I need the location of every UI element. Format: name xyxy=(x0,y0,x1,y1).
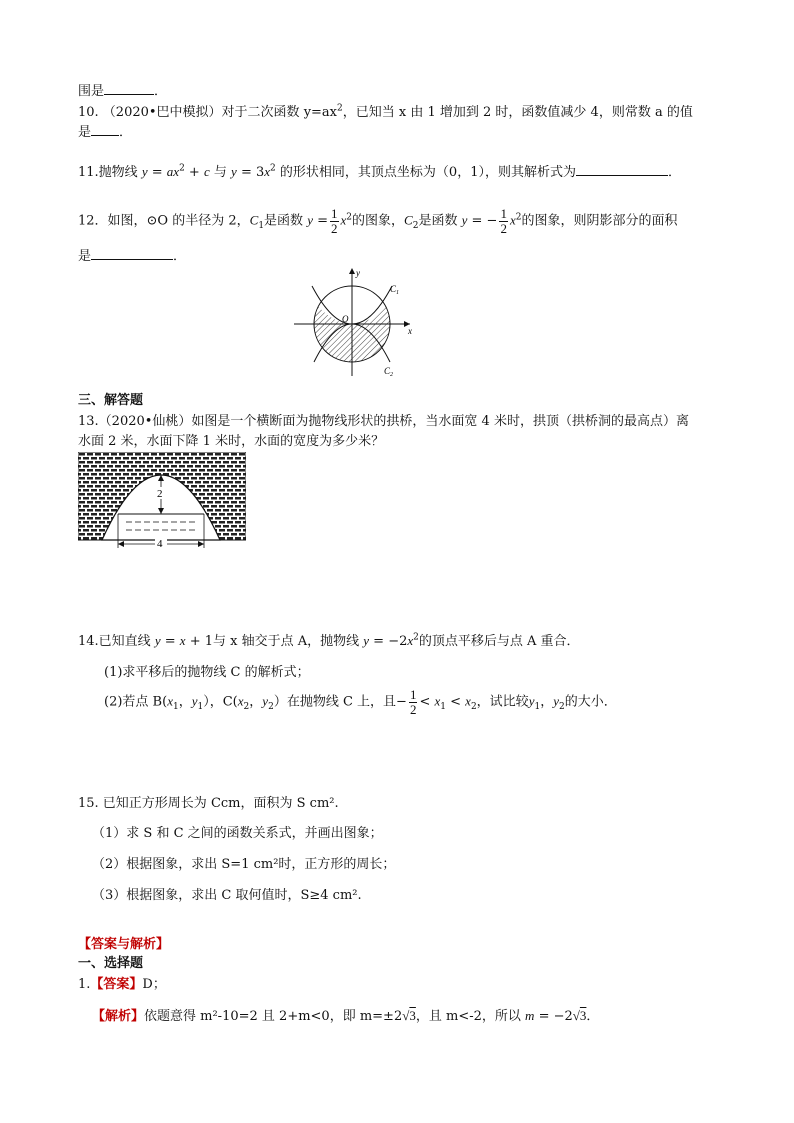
answer-blank xyxy=(91,247,173,260)
q14-text-g: ，试比较 xyxy=(476,694,529,710)
q14-text-a: 14.已知直线 xyxy=(78,634,151,649)
q11-text-b: 与 xyxy=(213,165,227,180)
q10-text-b: ，已知当 x 由 1 增加到 2 时，函数值减少 4，则常数 a 的值 xyxy=(342,105,693,120)
explanation-1: 【解析】依题意得 m²-10=2 且 2+m<0，即 m=±2√3，且 m<-2，所以 m = −2√3． xyxy=(92,1008,600,1024)
q14-part2: (2)若点 $B(x_1$，$y_1$），$C(x_2$，$y_2$）在抛物线 C 上，且− $\frac{1}{2}$ < $x_1 < x_2$，试比较$y_1$，$y_2$的大小． xyxy=(104,687,617,717)
q11: 11.抛物线 $y = ax^2 + c$ 与 $y = 3x^2$ 的形状相同，其顶点坐标为（0，1），则其解析式为 ． xyxy=(78,163,681,180)
fraction-half: $\frac{1}{2}$ xyxy=(500,206,507,236)
q12-text-f: 是 xyxy=(78,249,92,264)
q12-text-c: 的图象， xyxy=(352,213,405,229)
label-c1: $C_1$ xyxy=(390,284,400,296)
arrow-left-icon xyxy=(118,541,124,547)
q12-line2: 是 ． xyxy=(78,249,187,264)
q14-text-e: ），C( xyxy=(203,694,238,710)
formula-y-ax2-c: y xyxy=(141,164,148,179)
q10-line1: 10. （2020•巴中模拟）对于二次函数 $y=ax^2$，已知当 x 由 1 增加到 2 时，函数值减少 4，则常数 a 的值 xyxy=(78,103,693,120)
q10-line2: 是 ． xyxy=(78,125,133,140)
y-axis-arrow-icon xyxy=(349,268,355,274)
explanation-label: 【解析】 xyxy=(92,1009,145,1024)
q15-line1: 15. 已知正方形周长为 Ccm，面积为 S cm². xyxy=(78,796,339,811)
section-title-3: 三、解答题 xyxy=(78,393,144,408)
answer-1 xyxy=(78,973,166,992)
q11-text-c: 的形状相同，其顶点坐标为（0，1），则其解析式为 xyxy=(279,165,576,180)
label-x: x xyxy=(408,326,412,336)
label-o: O xyxy=(342,314,349,324)
q14-text-f: ）在抛物线 C 上，且 xyxy=(273,694,397,710)
answer-blank xyxy=(576,163,668,176)
q12-text-e: 的图象，则阴影部分的面积 xyxy=(521,213,678,229)
q9-tail: 围是 ． xyxy=(78,84,168,99)
q13-line2: 水面 2 米，水面下降 1 米时，水面的宽度为多少米？ xyxy=(78,434,385,449)
q15-part2: （2）根据图象，求出 S=1 cm²时，正方形的周长； xyxy=(92,857,396,872)
q12-text-a: 12．如图，⊙O 的半径为 2， xyxy=(78,213,250,229)
q12-text-b: 是函数 xyxy=(264,213,304,229)
explanation-text-a: 依题意得 m²-10=2 且 2+m<0，即 m=±2 xyxy=(144,1009,403,1024)
q10-text-a: 10. （2020•巴中模拟）对于二次函数 y=ax xyxy=(78,105,338,120)
label-y: y xyxy=(356,268,360,278)
arch-bridge-figure xyxy=(78,452,246,548)
q9-tail-text: 围是 xyxy=(78,84,105,99)
height-label: 2 xyxy=(157,488,163,500)
width-label: 4 xyxy=(157,538,163,548)
q12-text-d: 是函数 xyxy=(418,213,458,229)
answer-label: 【答案】 xyxy=(90,977,143,992)
fraction-half: $\frac{1}{2}$ xyxy=(409,687,417,717)
answer-blank xyxy=(91,123,119,136)
q11-text-a: 11.抛物线 xyxy=(78,165,138,180)
q10-text-c: 是 xyxy=(78,125,92,140)
q15-part1: （1）求 S 和 C 之间的函数关系式，并画出图象； xyxy=(92,826,383,841)
q12-line1: 12．如图，⊙O 的半径为 2，$C_1$是函数 y = $\frac{1}{2}$ $x^2$的图象，$C_2$是函数 y = − $\frac{1}{2}$ $x^2$的图象，则阴影部分的面积 xyxy=(78,206,678,236)
label-c2: $C_2$ xyxy=(384,366,394,378)
q15-part3: （3）根据图象，求出 C 取何值时，S≥4 cm². xyxy=(92,888,362,903)
q13-line1: 13.（2020•仙桃）如图是一个横断面为抛物线形状的拱桥，当水面宽 4 米时，拱顶（拱桥洞的最高点）离 xyxy=(78,414,689,429)
q14-text-c: 的顶点平移后与点 A 重合． xyxy=(418,634,580,649)
answer-blank xyxy=(104,82,154,95)
q14-part1: (1)求平移后的抛物线 C 的解析式； xyxy=(104,665,310,680)
q14-line1: 14.已知直线 y = x + 1与 x 轴交于点 A，抛物线 $y = -2x^2$的顶点平移后与点 A 重合． xyxy=(78,632,580,649)
q14-text-h: 的大小． xyxy=(564,694,617,710)
answer-1-num: 1. xyxy=(78,977,91,992)
answers-section-1: 一、选择题 xyxy=(78,956,144,971)
q14-text-d: (2)若点 B( xyxy=(104,694,168,710)
formula-y-3x2: y xyxy=(231,164,237,179)
answer-1-value: D； xyxy=(142,977,166,992)
circle-parabola-figure xyxy=(290,262,420,380)
fraction-half: $\frac{1}{2}$ xyxy=(331,206,338,236)
explanation-text-b: ，且 m<-2，所以 xyxy=(415,1009,521,1024)
q14-text-b: 与 x 轴交于点 A，抛物线 xyxy=(213,634,360,649)
arrow-right-icon xyxy=(198,541,204,547)
answers-header: 【答案与解析】 xyxy=(78,937,170,952)
